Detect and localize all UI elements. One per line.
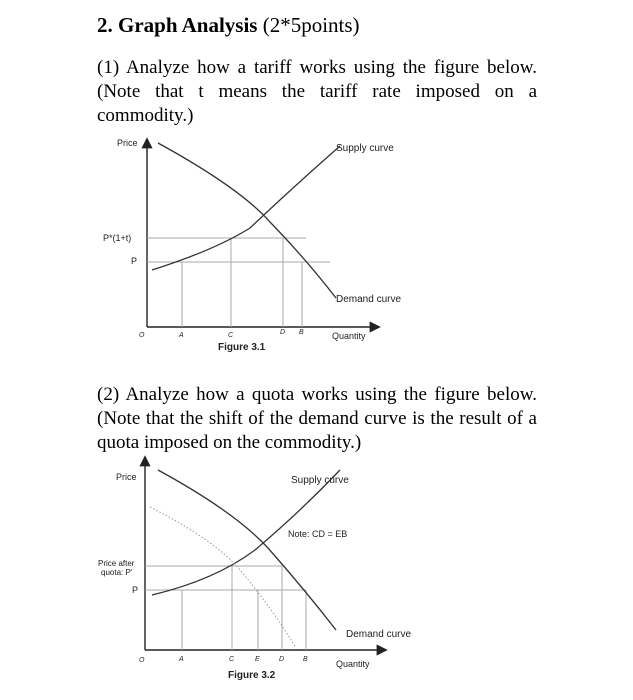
- quota-price-label-line-2: quota: P': [101, 568, 133, 577]
- note-label: Note: CD = EB: [288, 529, 348, 539]
- q1-line-1: (1) Analyze how a tariff works using the figure below.: [97, 57, 537, 78]
- q2-line-1: (2) Analyze how a quota works using the figure below.: [97, 384, 537, 405]
- question-1-text: [97, 56, 537, 128]
- tick-label-a: A: [179, 656, 184, 663]
- question-2-text: [97, 383, 537, 455]
- tick-label-c: C: [228, 332, 234, 339]
- figure-3-1: [0, 135, 633, 365]
- figure-caption: Figure 3.1: [218, 342, 266, 353]
- demand-curve-label: Demand curve: [336, 294, 402, 305]
- supply-curve-label: Supply curve: [336, 143, 394, 154]
- q1-line-3: commodity.): [97, 105, 194, 126]
- tick-label-a: A: [179, 332, 184, 339]
- tick-label-d: D: [280, 329, 286, 336]
- price-axis-label: Price: [116, 472, 137, 482]
- tick-label-e: E: [255, 656, 260, 663]
- price-axis-label: Price: [117, 138, 138, 148]
- demand-curve: [158, 470, 336, 630]
- quantity-axis-label: Quantity: [332, 331, 366, 341]
- heading-title: 2. Graph Analysis: [97, 13, 258, 37]
- tariff-price-label: P*(1+t): [103, 233, 132, 243]
- supply-curve: [152, 146, 340, 270]
- supply-curve-label: Supply curve: [291, 475, 349, 486]
- tick-label-b: B: [299, 329, 304, 336]
- demand-curve: [158, 143, 336, 298]
- question-heading: [97, 13, 360, 38]
- tick-label-c: C: [229, 656, 235, 663]
- quantity-axis-label: Quantity: [336, 659, 370, 669]
- heading-points: (2*5points): [262, 13, 360, 37]
- shifted-demand-curve: [150, 507, 296, 648]
- tick-label-b: B: [303, 656, 308, 663]
- demand-curve-label: Demand curve: [346, 629, 412, 640]
- tick-label-d: D: [279, 656, 285, 663]
- origin-label: O: [139, 657, 145, 664]
- world-price-label: P: [132, 585, 139, 595]
- q1-line-2: (Note that t means the tariff rate imposed on a: [97, 81, 537, 102]
- origin-label: O: [139, 332, 145, 339]
- q2-line-2: (Note that the shift of the demand curve is the result of a: [97, 408, 537, 429]
- q2-line-3: quota imposed on the commodity.): [97, 432, 362, 453]
- figure-caption: Figure 3.2: [228, 670, 276, 681]
- quota-price-label-line-1: Price after: [98, 559, 135, 568]
- world-price-label: P: [131, 256, 138, 266]
- figure-3-2: [0, 455, 633, 690]
